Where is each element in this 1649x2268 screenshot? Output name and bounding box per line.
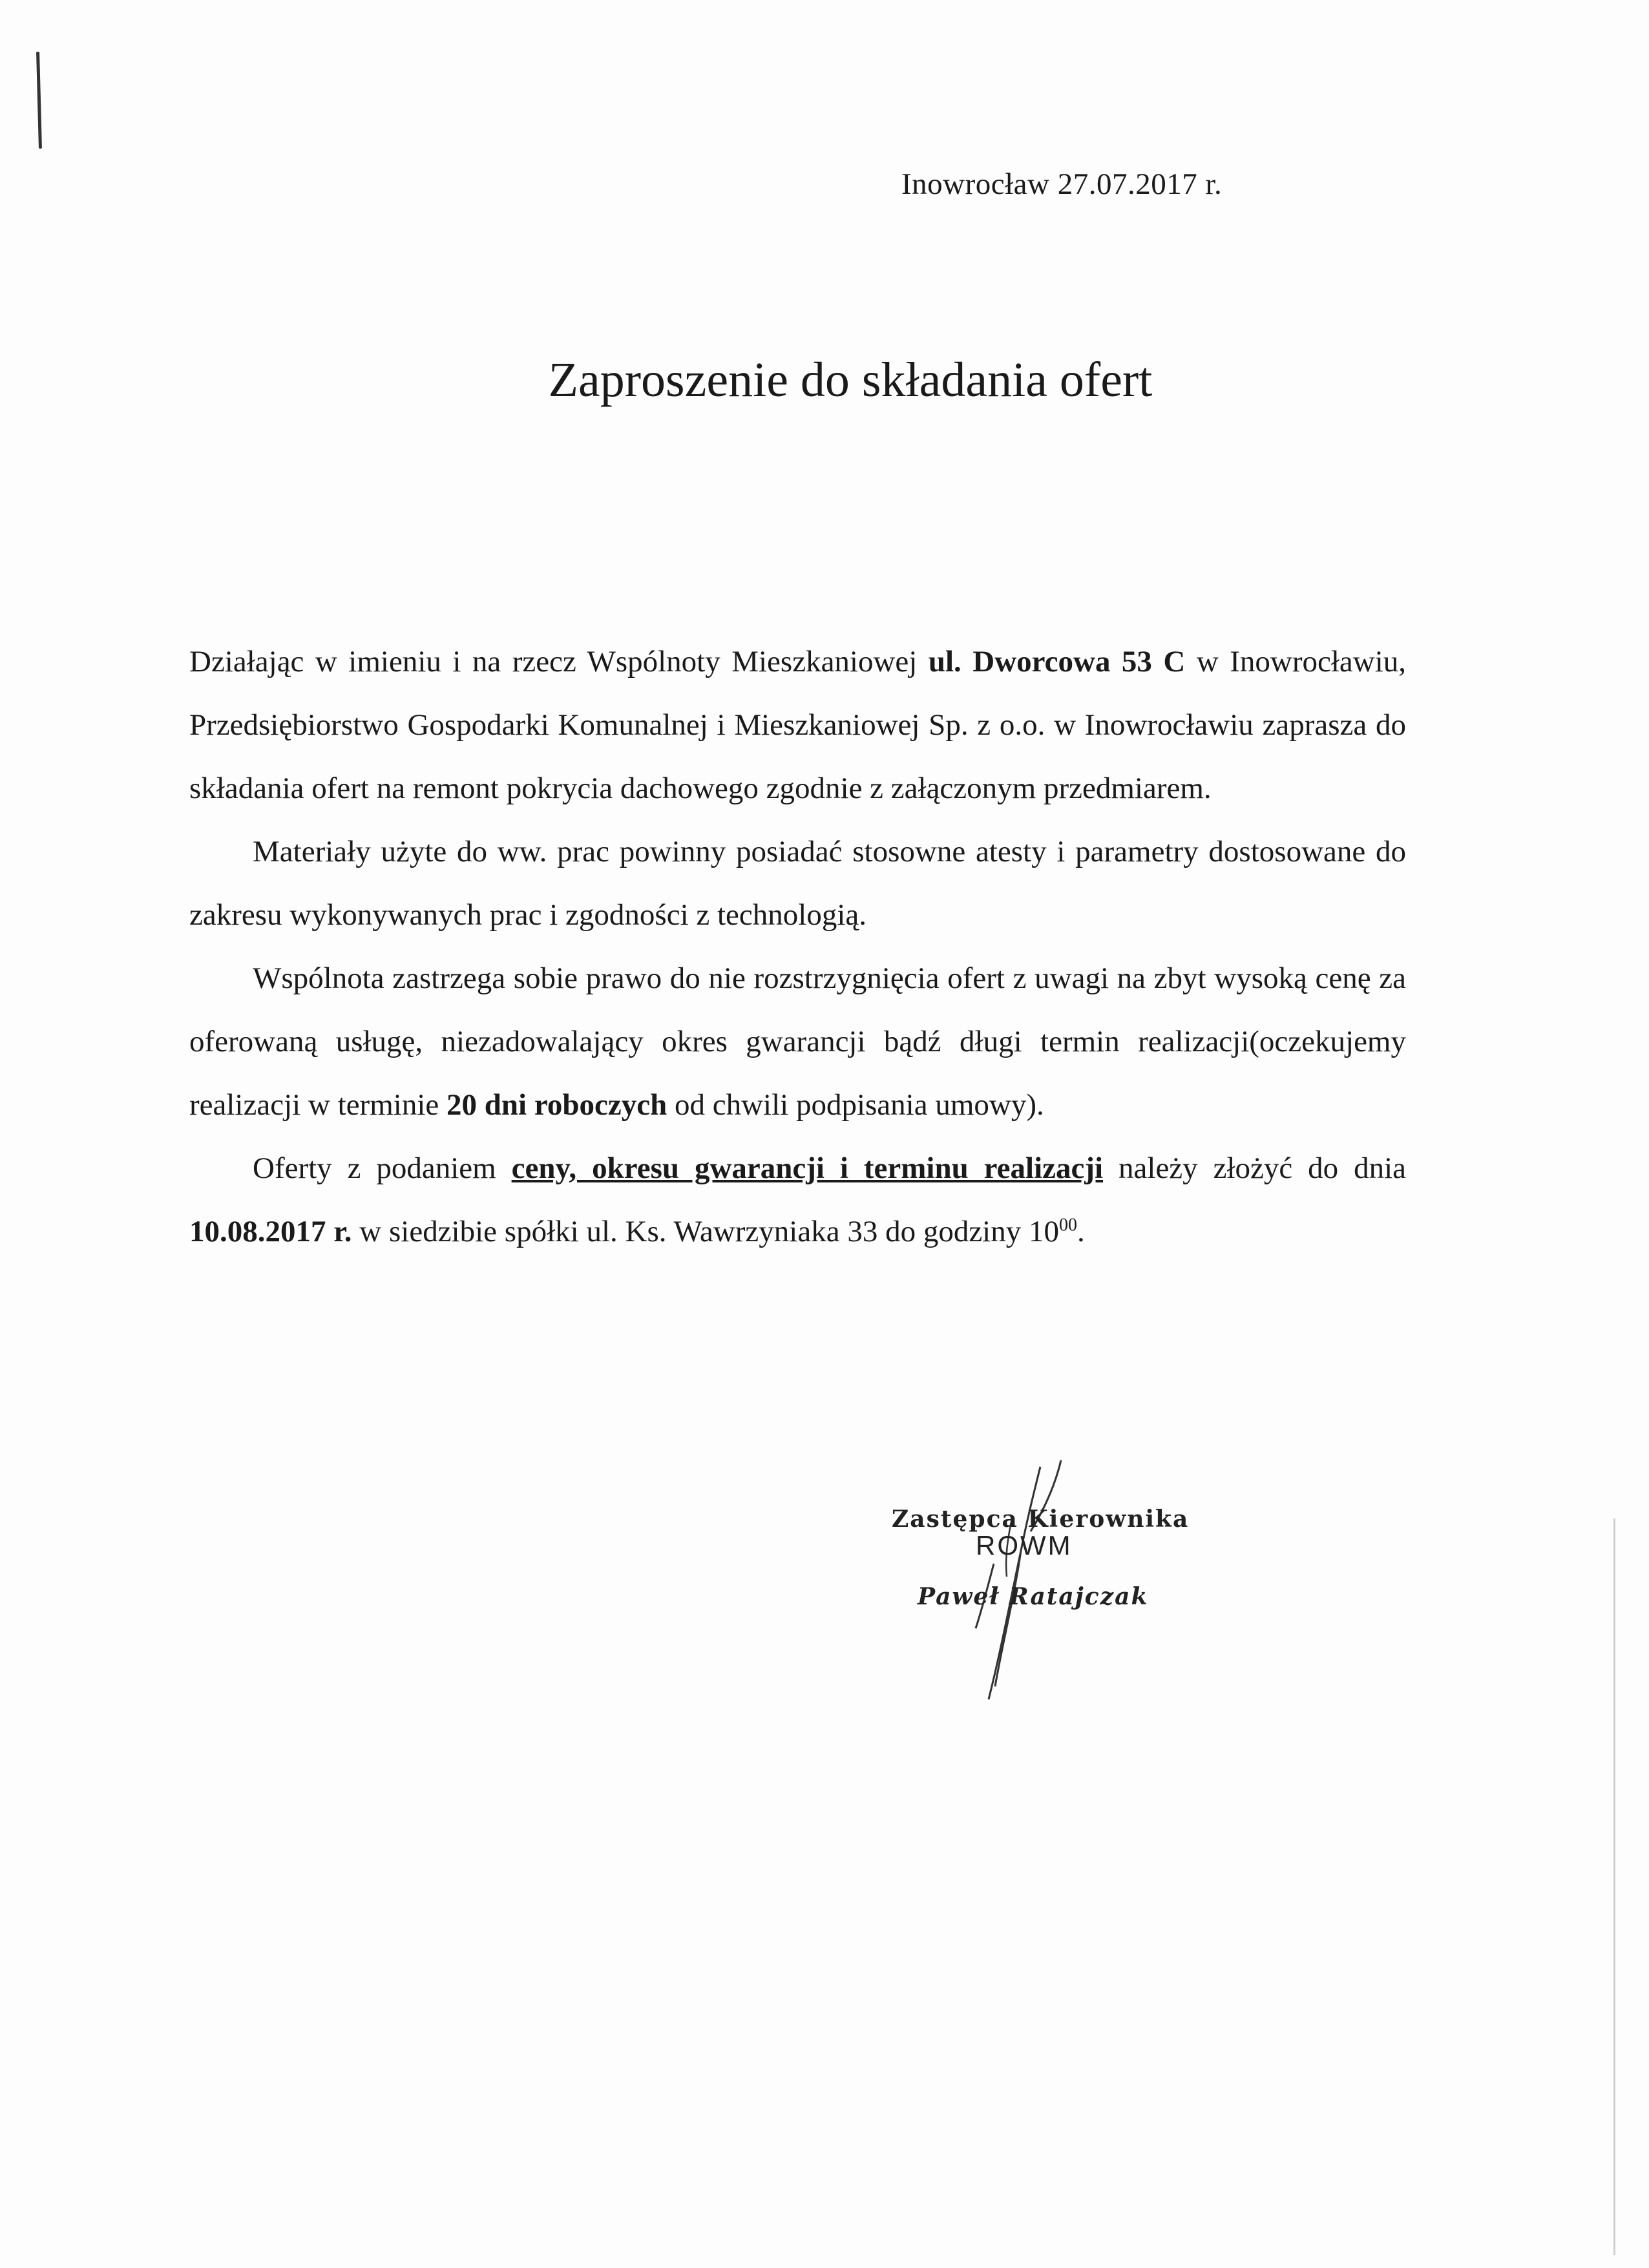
stamp-department: ROWM <box>976 1530 1073 1560</box>
paragraph-materials: Materiały użyte do ww. prac powinny posiadać stosowne atesty i parametry dostosowane do zakresu wykonywanych prac i zgodności z technologią. <box>189 835 1406 932</box>
signature-stamp <box>892 1454 1228 1706</box>
date-line: Inowrocław 27.07.2017 r. <box>901 167 1223 201</box>
scan-edge-shadow <box>1613 1518 1615 2255</box>
stamp-position: Zastępca Kierownika <box>892 1506 1190 1533</box>
stamp-name: Paweł Ratajczak <box>918 1583 1149 1610</box>
paragraph-intro: Działając w imieniu i na rzecz Wspólnoty Mieszkaniowej ul. Dworcowa 53 C w Inowrocławiu, Przedsiębiorstwo Gospodarki Komunalnej i Mieszkaniowej Sp. z o.o. w Inowrocławiu zaprasza do składania ofert na remont pokrycia dachowego zgodnie z załączonym przedmiarem. <box>189 645 1407 805</box>
handwritten-signature <box>892 1454 1228 1706</box>
completion-deadline: 20 dni roboczych <box>446 1088 667 1122</box>
community-address: ul. Dworcowa 53 C <box>928 645 1186 678</box>
hour-superscript: 00 <box>1059 1215 1077 1235</box>
letter-body <box>189 630 1406 1263</box>
offer-requirements: ceny, okresu gwarancji i terminu realizacji <box>511 1151 1104 1185</box>
paragraph-reservation: Wspólnota zastrzega sobie prawo do nie rozstrzygnięcia ofert z uwagi na zbyt wysoką cenę za oferowaną usługę, niezadowalający okres gwarancji bądź długi termin realizacji(oczekujemy realizacji w terminie 20 dni roboczych od chwili podpisania umowy). <box>189 961 1406 1122</box>
scan-margin-mark <box>36 52 42 149</box>
document-title: Zaproszenie do składania ofert <box>548 353 1153 407</box>
submission-date: 10.08.2017 r. <box>189 1215 352 1248</box>
paragraph-submission: Oferty z podaniem ceny, okresu gwarancji i terminu realizacji należy złożyć do dnia 10.08.2017 r. w siedzibie spółki ul. Ks. Wawrzyniaka 33 do godziny $10^{00}$. <box>189 1151 1406 1248</box>
